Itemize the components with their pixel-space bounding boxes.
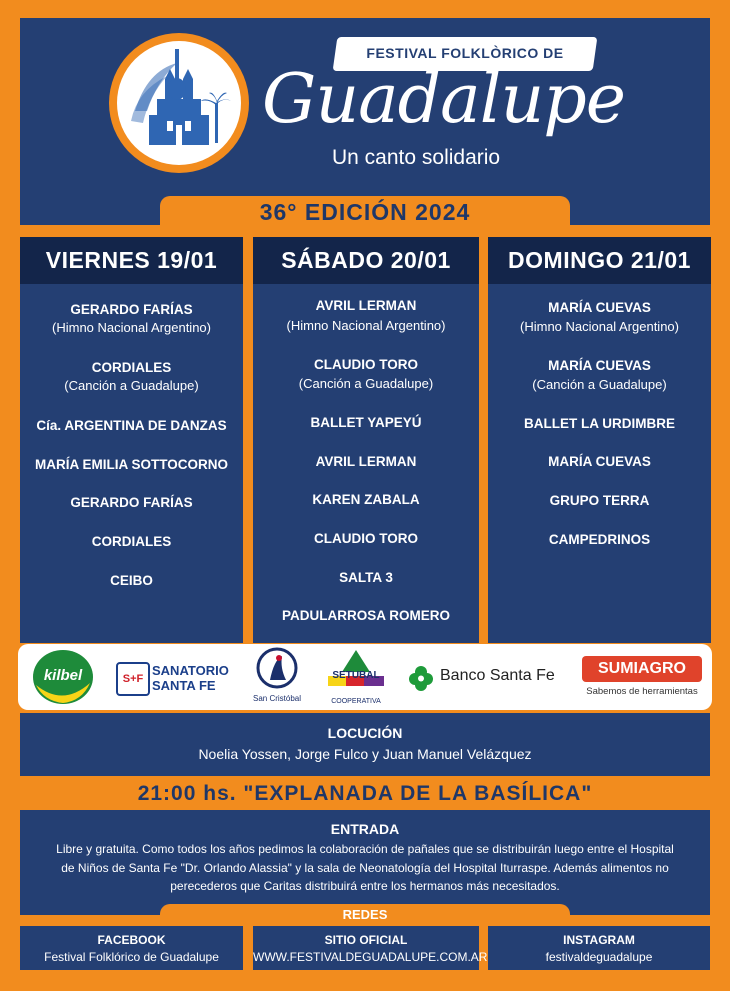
instagram-label: INSTAGRAM xyxy=(563,933,635,947)
setubal-text: SETUBAL xyxy=(332,670,380,681)
sanatorio-line1: SANATORIO xyxy=(152,663,229,678)
artist-name: CAMPEDRINOS xyxy=(548,532,651,547)
day-column-sunday xyxy=(488,237,711,643)
day-title: SÁBADO 20/01 xyxy=(253,237,479,284)
sanatorio-abbr: S+F xyxy=(122,673,144,685)
clover-icon xyxy=(408,665,434,691)
basilica-icon xyxy=(117,41,241,165)
artist-note: (Himno Nacional Argentino) xyxy=(286,318,446,333)
edition-label: 36° EDICIÓN 2024 xyxy=(259,199,471,225)
san-cristobal-text: San Cristóbal xyxy=(252,694,302,703)
artist-note: (Canción a Guadalupe) xyxy=(298,376,434,391)
ribbon-text: FESTIVAL FOLKLÒRICO DE xyxy=(366,45,564,61)
redes-title: REDES xyxy=(342,907,388,922)
setubal-subtext: COOPERATIVA xyxy=(331,698,381,705)
sanatorio-line2: SANTA FE xyxy=(152,678,216,693)
festival-title: Guadalupe xyxy=(262,60,626,139)
banco-santa-fe-logo: Banco Santa Fe xyxy=(440,667,555,684)
artist-name: CLAUDIO TORO xyxy=(314,357,418,372)
artist-name: MARÍA EMILIA SOTTOCORNO xyxy=(35,457,228,472)
festival-logo xyxy=(109,33,249,173)
day-title: DOMINGO 21/01 xyxy=(488,237,711,284)
website-label: SITIO OFICIAL xyxy=(324,933,408,947)
kilbel-text: kilbel xyxy=(43,667,83,684)
sponsors-bar xyxy=(18,644,712,710)
artist-name: CORDIALES xyxy=(91,534,172,549)
artist-name: BALLET LA URDIMBRE xyxy=(524,416,675,431)
entrada-title: ENTRADA xyxy=(330,821,400,837)
artist-name: GERARDO FARÍAS xyxy=(70,302,193,317)
day-column-friday xyxy=(20,237,243,643)
artist-note: (Himno Nacional Argentino) xyxy=(52,320,211,335)
sumiagro-tagline: Sabemos de herramientas xyxy=(586,686,698,697)
entrada-panel xyxy=(20,810,710,915)
setubal-logo xyxy=(320,648,392,708)
sanatorio-logo-icon xyxy=(116,662,150,696)
instagram-value[interactable]: festivaldeguadalupe xyxy=(545,950,653,964)
facebook-value[interactable]: Festival Folklórico de Guadalupe xyxy=(44,950,219,964)
kilbel-logo xyxy=(32,649,94,705)
sumiagro-logo: SUMIAGRO xyxy=(582,656,702,682)
artist-note: (Canción a Guadalupe) xyxy=(64,378,199,393)
artist-name: MARÍA CUEVAS xyxy=(548,454,651,469)
artist-name: PADULARROSA ROMERO xyxy=(282,608,450,623)
artist-name: Cía. ARGENTINA DE DANZAS xyxy=(36,418,227,433)
artist-name: GRUPO TERRA xyxy=(549,493,650,508)
artist-note: (Himno Nacional Argentino) xyxy=(520,319,679,334)
time-and-place: 21:00 hs. "EXPLANADA DE LA BASÍLICA" xyxy=(137,782,593,805)
sanatorio-logo xyxy=(152,663,229,693)
artist-name: MARÍA CUEVAS xyxy=(548,358,651,373)
facebook-box[interactable] xyxy=(20,926,243,970)
day-title: VIERNES 19/01 xyxy=(20,237,243,284)
artist-name: KAREN ZABALA xyxy=(312,492,420,507)
day-column-saturday xyxy=(253,237,479,643)
artist-name: AVRIL LERMAN xyxy=(315,298,417,313)
artist-note: (Canción a Guadalupe) xyxy=(532,377,667,392)
artist-name: BALLET YAPEYÚ xyxy=(310,415,422,430)
locucion-names: Noelia Yossen, Jorge Fulco y Juan Manuel Velázquez xyxy=(198,746,532,762)
artist-name: CORDIALES xyxy=(91,360,172,375)
artist-name: MARÍA CUEVAS xyxy=(548,300,651,315)
facebook-label: FACEBOOK xyxy=(97,933,166,947)
entrada-body: Libre y gratuita. Como todos los años pedimos la colaboración de pañales que se distribuirán luego entre el Hospital de Niños de Santa Fe "Dr. Orlando Alassia" y la sala de Neonatología del Hospital Iturraspe. Además alimentos no perecederos que Caritas distribuirá entre los hermanos más necesitados. xyxy=(56,842,674,893)
san-cristobal-logo xyxy=(246,646,308,708)
artist-name: SALTA 3 xyxy=(339,570,393,585)
artist-name: CEIBO xyxy=(110,573,153,588)
locucion-panel xyxy=(20,713,710,776)
artist-name: CLAUDIO TORO xyxy=(314,531,418,546)
locucion-title: LOCUCIÓN xyxy=(327,725,403,741)
instagram-box[interactable] xyxy=(488,926,710,970)
artist-name: GERARDO FARÍAS xyxy=(70,495,193,510)
website-box[interactable] xyxy=(253,926,488,970)
artist-name: AVRIL LERMAN xyxy=(315,454,417,469)
website-link[interactable]: WWW.FESTIVALDEGUADALUPE.COM.AR xyxy=(253,950,488,964)
festival-subtitle: Un canto solidario xyxy=(332,146,501,169)
